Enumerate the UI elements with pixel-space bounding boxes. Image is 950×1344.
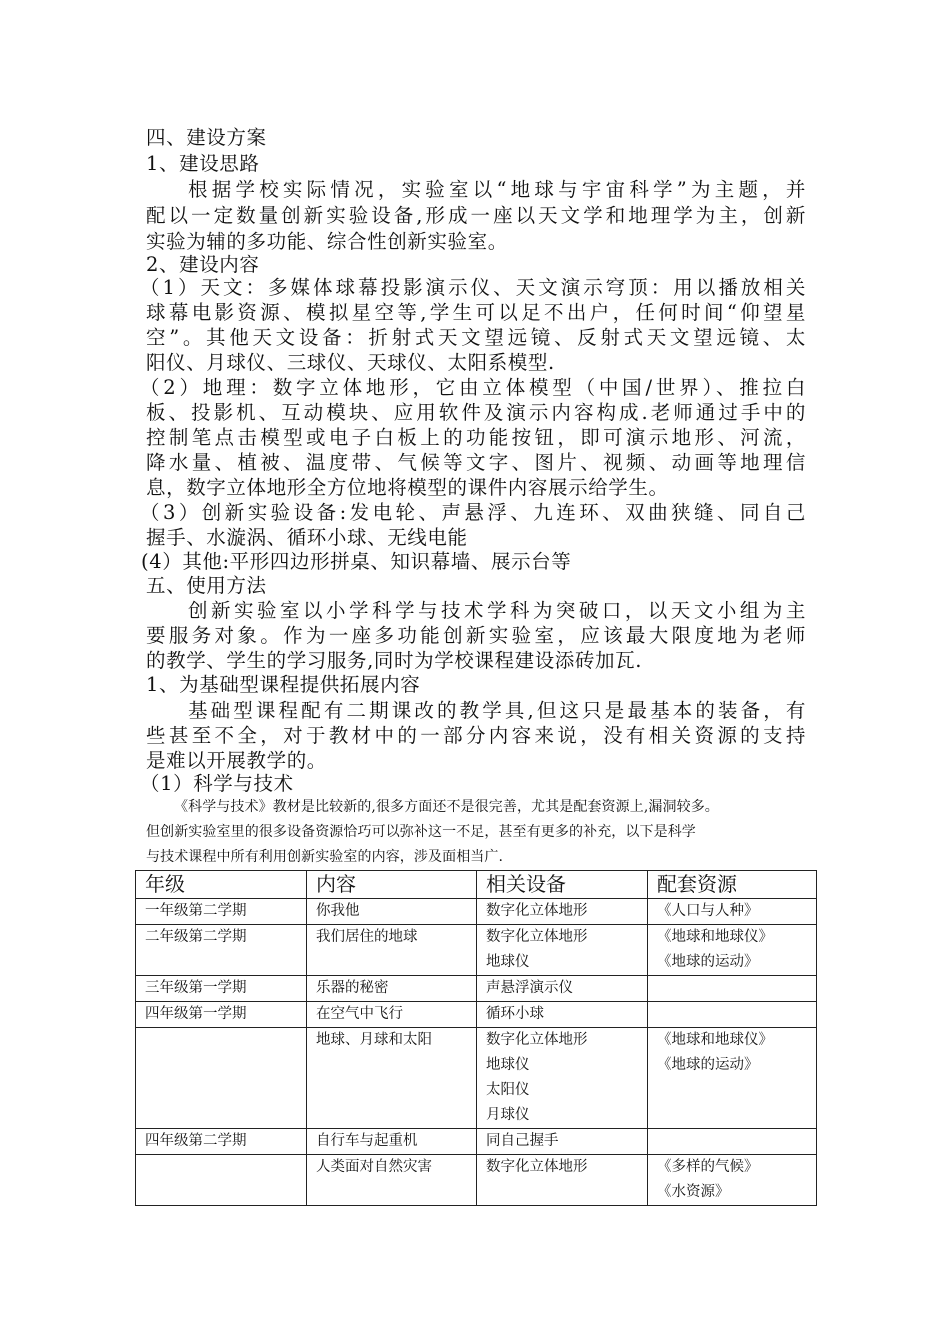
header-equipment: 相关设备	[477, 871, 648, 899]
cell-equipment	[477, 925, 648, 976]
resource-item: 《人口与人种》	[657, 903, 759, 919]
cell-content: 我们居住的地球	[307, 925, 477, 976]
paragraph-line: 些甚至不全，对于教材中的一部分内容来说，没有相关资源的支持	[146, 724, 806, 747]
resource-item	[657, 976, 816, 1001]
cell-grade: 三年级第一学期	[136, 976, 307, 1002]
resource-item: 《地球和地球仪》	[657, 929, 773, 945]
equipment-item: 同自己握手	[486, 1133, 559, 1149]
header-resources: 配套资源	[648, 871, 817, 899]
equipment-item: 声悬浮演示仪	[486, 980, 573, 996]
equipment-item: 数字化立体地形	[486, 903, 588, 919]
cell-equipment	[477, 1129, 648, 1155]
cell-content: 自行车与起重机	[307, 1129, 477, 1155]
table-row	[136, 1002, 817, 1028]
table-header-row	[136, 871, 817, 899]
cell-content: 地球、月球和太阳	[307, 1028, 477, 1129]
header-content: 内容	[307, 871, 477, 899]
table-row	[136, 1129, 817, 1155]
cell-content: 你我他	[307, 899, 477, 925]
cell-resources	[648, 925, 817, 976]
equipment-item: 数字化立体地形	[486, 1032, 588, 1048]
paragraph-line: 要服务对象。作为一座多功能创新实验室，应该最大限度地为老师	[146, 624, 806, 647]
cell-equipment	[477, 1028, 648, 1129]
subheading-2: 2、建设内容	[146, 253, 260, 276]
paragraph-line: 实验为辅的多功能、综合性创新实验室。	[146, 230, 508, 253]
paragraph-line: 配以一定数量创新实验设备,形成一座以天文学和地理学为主，创新	[146, 204, 806, 227]
paragraph-line: 阳仪、月球仪、三球仪、天球仪、太阳系模型.	[146, 351, 555, 374]
paragraph-line: （2）地理：数字立体地形，它由立体模型（中国/世界）、推拉白	[140, 376, 806, 399]
section-heading-4: 四、建设方案	[146, 126, 267, 149]
equipment-item: 太阳仪	[486, 1082, 530, 1098]
resource-item: 《地球和地球仪》	[657, 1032, 773, 1048]
subheading-1: 1、为基础型课程提供拓展内容	[146, 673, 421, 696]
cell-content: 乐器的秘密	[307, 976, 477, 1002]
cell-resources	[648, 1028, 817, 1129]
cell-grade	[136, 1155, 307, 1206]
cell-equipment	[477, 899, 648, 925]
cell-resources	[648, 899, 817, 925]
table-row	[136, 1155, 817, 1206]
header-grade: 年级	[136, 871, 307, 899]
note-line: 《科学与技术》教材是比较新的,很多方面还不是很完善，尤其是配套资源上,漏洞较多。	[174, 799, 719, 815]
paragraph-line: （1）天文：多媒体球幕投影演示仪、天文演示穹顶：用以播放相关	[140, 276, 806, 299]
paragraph-line: 板、投影机、互动模块、应用软件及演示内容构成.老师通过手中的	[146, 401, 806, 424]
cell-content: 在空气中飞行	[307, 1002, 477, 1028]
cell-equipment	[477, 1155, 648, 1206]
cell-grade	[136, 1028, 307, 1129]
cell-content: 人类面对自然灾害	[307, 1155, 477, 1206]
cell-resources	[648, 976, 817, 1002]
equipment-item: 地球仪	[486, 1057, 530, 1073]
table-row	[136, 1028, 817, 1129]
paragraph-line: 基础型课程配有二期课改的教学具,但这只是最基本的装备，有	[188, 699, 806, 722]
paragraph-line: 创新实验室以小学科学与技术学科为突破口，以天文小组为主	[188, 599, 806, 622]
resource-item	[657, 1129, 816, 1154]
paragraph-line: 空”。其他天文设备：折射式天文望远镜、反射式天文望远镜、太	[146, 326, 806, 349]
equipment-item: 月球仪	[486, 1107, 530, 1123]
cell-grade: 四年级第一学期	[136, 1002, 307, 1028]
note-line: 与技术课程中所有利用创新实验室的内容，涉及面相当广.	[146, 849, 504, 865]
paragraph-line: 根据学校实际情况，实验室以“地球与宇宙科学”为主题，并	[188, 178, 806, 201]
equipment-item: 地球仪	[486, 954, 530, 970]
resource-item: 《地球的运动》	[657, 1057, 759, 1073]
note-line: 但创新实验室里的很多设备资源恰巧可以弥补这一不足，甚至有更多的补充，以下是科学	[146, 824, 696, 840]
cell-equipment	[477, 976, 648, 1002]
table-row	[136, 925, 817, 976]
curriculum-table	[135, 870, 817, 1206]
paragraph-line: 握手、水漩涡、循环小球、无线电能	[146, 526, 468, 549]
equipment-item: 数字化立体地形	[486, 1159, 588, 1175]
cell-resources	[648, 1129, 817, 1155]
equipment-item: 循环小球	[486, 1006, 544, 1022]
resource-item: 《水资源》	[657, 1184, 730, 1200]
paragraph-line: 息，数字立体地形全方位地将模型的课件内容展示给学生。	[146, 476, 669, 499]
paragraph-line: （3）创新实验设备:发电轮、声悬浮、九连环、双曲狭缝、同自己	[140, 501, 806, 524]
cell-grade: 四年级第二学期	[136, 1129, 307, 1155]
paragraph-line: 的教学、学生的学习服务,同时为学校课程建设添砖加瓦.	[146, 649, 642, 672]
subheading-1: 1、建设思路	[146, 152, 260, 175]
section-heading-5: 五、使用方法	[146, 574, 267, 597]
cell-equipment	[477, 1002, 648, 1028]
paragraph-line: 控制笔点击模型或电子白板上的功能按钮，即可演示地形、河流，	[146, 426, 806, 449]
paragraph-line: (4）其他:平形四边形拼桌、知识幕墙、展示台等	[141, 550, 572, 573]
table-row	[136, 976, 817, 1002]
paragraph-line: 降水量、植被、温度带、气候等文字、图片、视频、动画等地理信	[146, 451, 806, 474]
cell-grade: 一年级第二学期	[136, 899, 307, 925]
resource-item: 《地球的运动》	[657, 954, 759, 970]
cell-grade: 二年级第二学期	[136, 925, 307, 976]
paragraph-line: 球幕电影资源、模拟星空等,学生可以足不出户，任何时间“仰望星	[146, 301, 806, 324]
table-row	[136, 899, 817, 925]
resource-item: 《多样的气候》	[657, 1159, 759, 1175]
subheading-science: （1）科学与技术	[140, 772, 294, 795]
resource-item	[657, 1002, 816, 1027]
cell-resources	[648, 1155, 817, 1206]
equipment-item: 数字化立体地形	[486, 929, 588, 945]
cell-resources	[648, 1002, 817, 1028]
paragraph-line: 是难以开展教学的。	[146, 749, 327, 772]
